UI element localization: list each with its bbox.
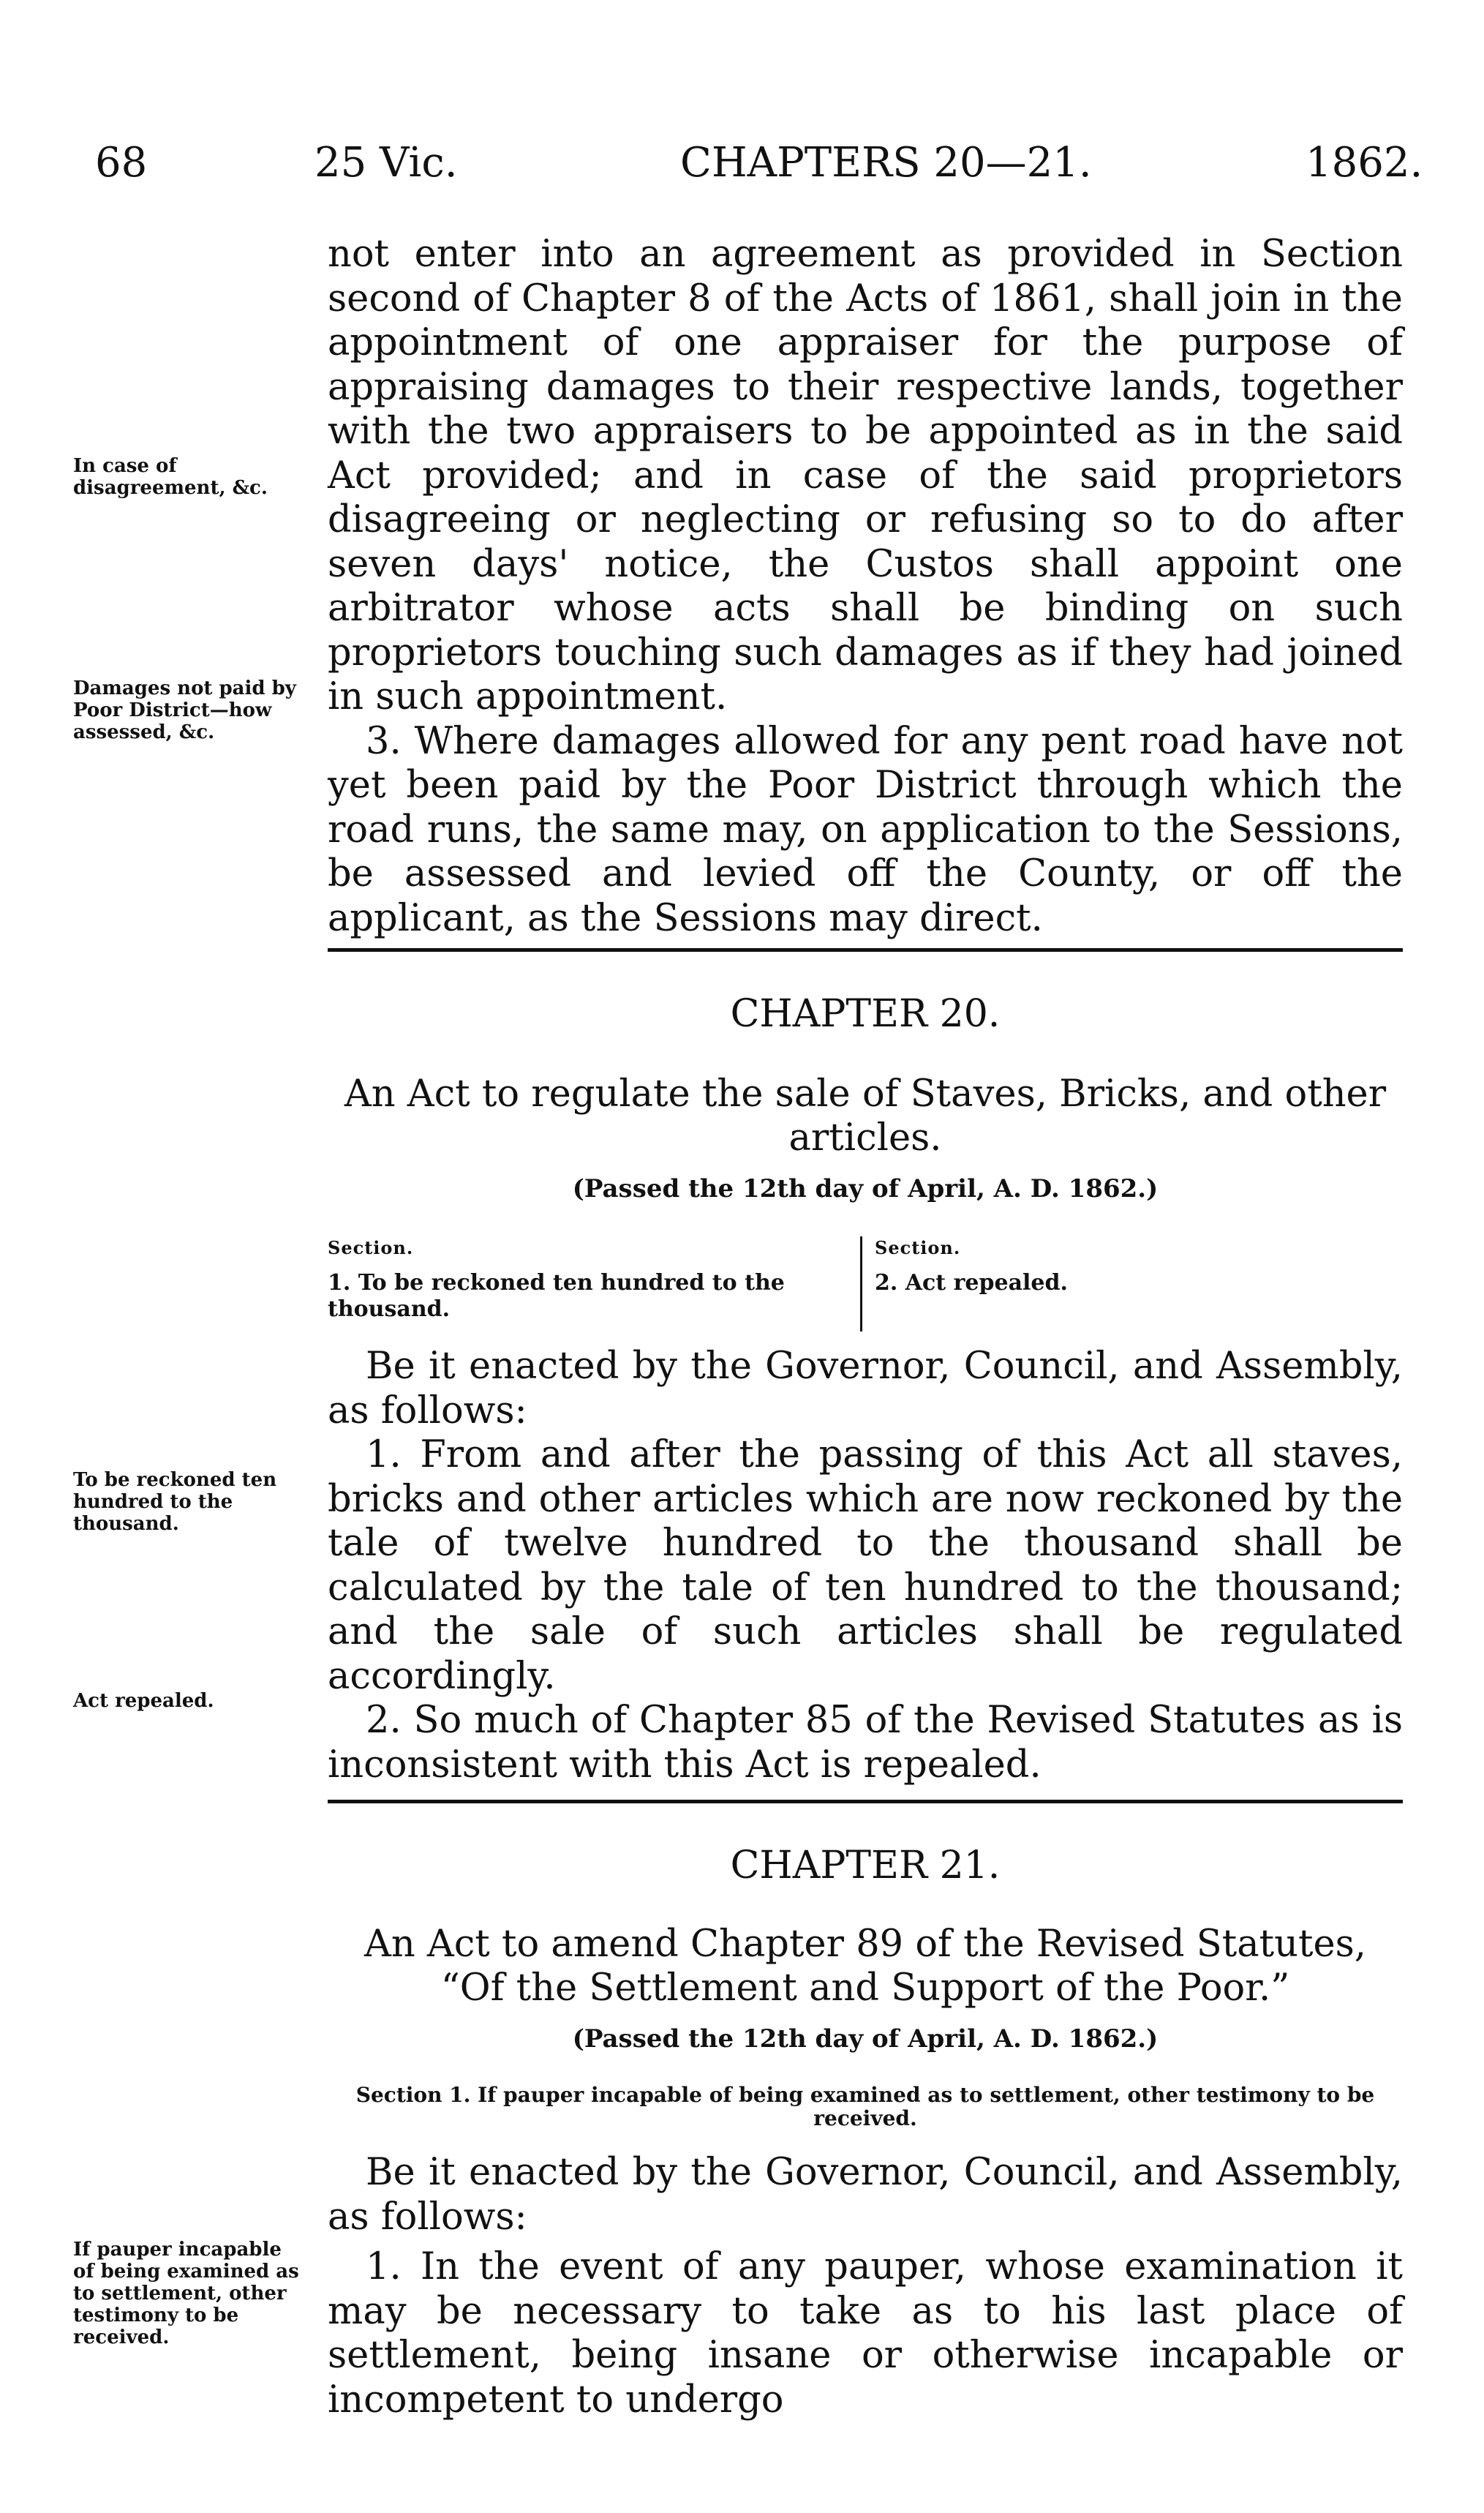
chapter-21-passed-date: (Passed the 12th day of April, A. D. 1862.): [572, 2024, 1159, 2054]
section-divider: [328, 1800, 1403, 1803]
section-item-2: 2. Act repealed.: [875, 1270, 1068, 1296]
chapter-20-title: An Act to regulate the sale of Staves, Bricks, and other articles.: [344, 1073, 1387, 1160]
chapter-20-enacting-clause: Be it enacted by the Governor, Council, and Assembly, as follows:: [328, 1345, 1403, 1432]
chapter-21-heading: CHAPTER 21.: [730, 1844, 1001, 1887]
prev-act-paragraph-1: not enter into an agreement as provided in Section second of Chapter 8 of the Acts of 1861, shall join in the appointment of one appraiser for the purpose of appraising damages to their respective lands, together with the two appraisers to be appointed as in the said Act provided; and in case of the said proprietors disagreeing or neglecting or refusing so to do after seven days' notice, the Custos shall appoint one arbitrator whose acts shall be binding on such proprietors touching such damages as if they had joined in such appointment.: [328, 233, 1403, 718]
chapter-21-body: [328, 2151, 1403, 2422]
section-column-divider: [860, 1236, 862, 1331]
chapter-20-heading: CHAPTER 20.: [730, 992, 1001, 1036]
running-header: [0, 139, 1484, 201]
chapter-21-enacting-clause: Be it enacted by the Governor, Council, and Assembly, as follows:: [328, 2151, 1403, 2239]
page-number: 68: [95, 139, 148, 187]
header-year: 1862.: [1306, 139, 1423, 187]
chapter-20-passed-date: (Passed the 12th day of April, A. D. 1862.): [572, 1174, 1159, 1203]
chapter-21-section-summary: Section 1. If pauper incapable of being examined as to settlement, other testimony to be received.: [355, 2083, 1375, 2130]
margin-note-damages: Damages not paid by Poor District—how assessed, &c.: [73, 677, 296, 743]
margin-note-pauper: If pauper incapable of being examined as to settlement, other testimony to be received.: [73, 2239, 299, 2348]
prev-act-continuation: [328, 233, 1403, 941]
chapter-20-body: [328, 1345, 1403, 1787]
section-label-right: Section.: [875, 1237, 961, 1258]
section-label-left: Section.: [328, 1237, 414, 1258]
section-item-1: 1. To be reckoned ten hundred to the thousand.: [328, 1270, 785, 1322]
chapter-20-paragraph-1: 1. From and after the passing of this Act all staves, bricks and other articles which are now reckoned by the tale of twelve hundred to the thousand shall be calculated by the tale of ten hundred to the thousand; and the sale of such articles shall be regulated accordingly.: [328, 1433, 1403, 1698]
margin-note-reckoned: To be reckoned ten hundred to the thousand.: [73, 1469, 277, 1535]
margin-note-disagreement: In case of disagreement, &c.: [73, 455, 268, 499]
regnal-year: 25 Vic.: [314, 139, 458, 187]
chapter-21-paragraph-1: 1. In the event of any pauper, whose examination it may be necessary to take as to his last place of settlement, being insane or otherwise incapable or incompetent to undergo: [328, 2245, 1403, 2422]
prev-act-paragraph-2: 3. Where damages allowed for any pent road have not yet been paid by the Poor District through which the road runs, the same may, on application to the Sessions, be assessed and levied off the County, or off the applicant, as the Sessions may direct.: [328, 719, 1403, 940]
chapter-21-title: An Act to amend Chapter 89 of the Revised Statutes, “Of the Settlement and Support of the Poor.”: [364, 1923, 1367, 2010]
chapter-20-paragraph-2: 2. So much of Chapter 85 of the Revised Statutes as is inconsistent with this Act is repealed.: [328, 1699, 1403, 1787]
section-divider: [328, 948, 1403, 952]
margin-note-act-repealed: Act repealed.: [73, 1690, 214, 1712]
chapters-heading: CHAPTERS 20—21.: [680, 139, 1092, 187]
